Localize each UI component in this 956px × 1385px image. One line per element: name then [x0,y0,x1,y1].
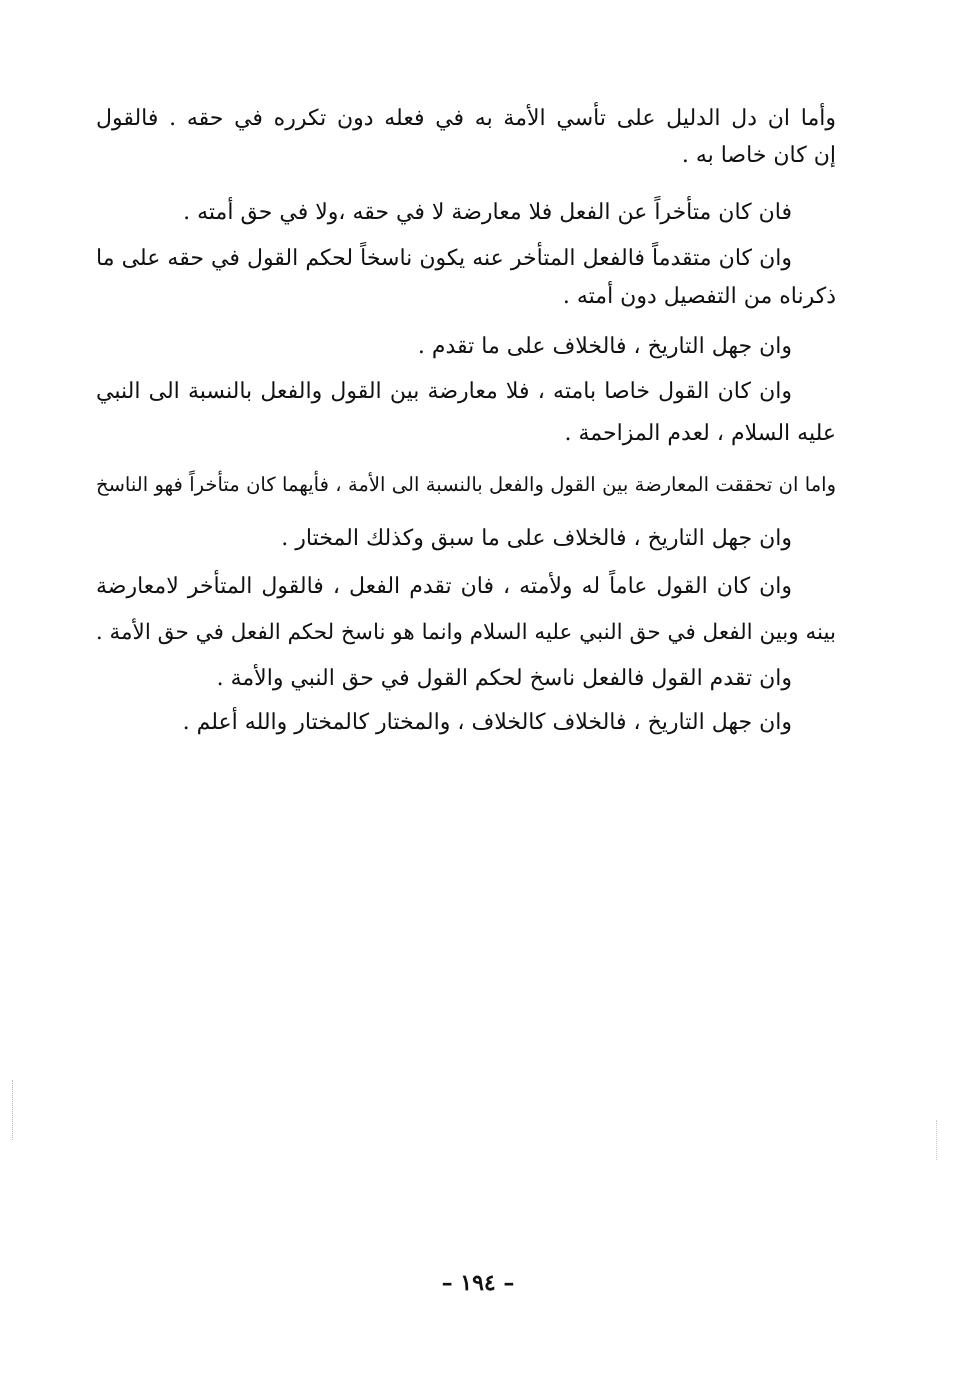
text-line: وان جهل التاريخ ، فالخلاف على ما تقدم . [417,334,792,359]
text-line: وان كان القول عاماً له ولأمته ، فان تقدم الفعل ، فالقول المتأخر لامعارضة [96,574,792,599]
text-line: وان تقدم القول فالفعل ناسخ لحكم القول في حق النبي والأمة . [216,666,792,691]
text-line: عليه السلام ، لعدم المزاحمة . [564,421,836,446]
scan-edge-mark-right [936,1120,937,1160]
page-number: – ١٩٤ – [441,1270,515,1296]
text-line: إن كان خاصا به . [681,143,836,168]
scan-edge-mark [12,1080,13,1140]
text-line: وان جهل التاريخ ، فالخلاف كالخلاف ، والمختار كالمختار والله أعلم . [182,710,792,735]
text-line: ذكرناه من التفصيل دون أمته . [562,284,836,309]
text-line: وان كان القول خاصا بامته ، فلا معارضة بين القول والفعل بالنسبة الى النبي [96,379,792,404]
text-line: وأما ان دل الدليل على تأسي الأمة به في فعله دون تكرره في حقه . فالقول [96,106,836,131]
text-line: وان كان متقدماً فالفعل المتأخر عنه يكون ناسخاً لحكم القول في حقه على ما [96,246,792,271]
text-line: واما ان تحققت المعارضة بين القول والفعل بالنسبة الى الأمة ، فأيهما كان متأخراً فهو الناسخ [96,473,836,496]
text-line: وان جهل التاريخ ، فالخلاف على ما سبق وكذلك المختار . [281,526,792,551]
text-line: فان كان متأخراً عن الفعل فلا معارضة لا في حقه ،ولا في حق أمته . [183,200,792,225]
text-line: بينه وبين الفعل في حق النبي عليه السلام وانما هو ناسخ لحكم الفعل في حق الأمة . [95,620,836,645]
